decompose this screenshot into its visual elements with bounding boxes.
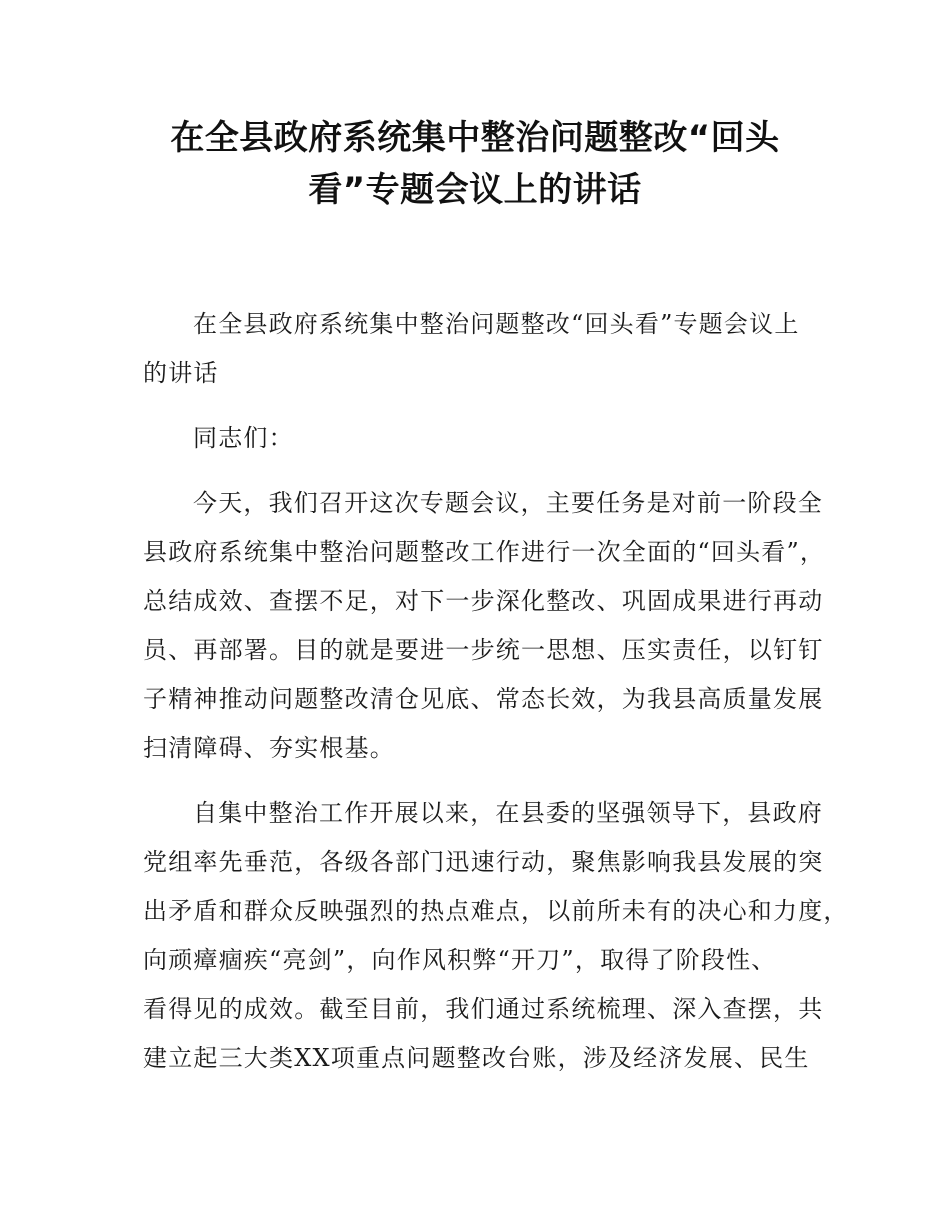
paragraph-line: 的讲话 xyxy=(143,359,219,387)
paragraph-line: 扫清障碍、夯实根基。 xyxy=(143,734,395,762)
paragraph-heading-repeat xyxy=(143,300,813,398)
paragraph-line: 出矛盾和群众反映强烈的热点难点，以前所未有的决心和力度， xyxy=(143,897,849,925)
paragraph-line: 看得见的成效。截至目前，我们通过系统梳理、深入查摆，共 xyxy=(143,995,824,1023)
paragraph-line: 自集中整治工作开展以来，在县委的坚强领导下，县政府 xyxy=(193,799,823,827)
paragraph-line: 向顽瘴痼疾“亮剑”，向作风积弊“开刀”，取得了阶段性、 xyxy=(143,946,777,974)
document-title xyxy=(0,112,950,216)
paragraph-salutation xyxy=(143,414,813,463)
document-body xyxy=(143,300,849,1099)
paragraph-line: 今天，我们召开这次专题会议，主要任务是对前一阶段全 xyxy=(193,489,823,517)
paragraph-progress xyxy=(143,789,849,1083)
paragraph-line: 县政府系统集中整治问题整改工作进行一次全面的“回头看”， xyxy=(143,538,826,566)
paragraph-line: 建立起三大类XX项重点问题整改台账，涉及经济发展、民生 xyxy=(143,1044,810,1072)
paragraph-line: 总结成效、查摆不足，对下一步深化整改、巩固成果进行再动 xyxy=(143,587,824,615)
paragraph-line: 党组率先垂范，各级各部门迅速行动，聚焦影响我县发展的突 xyxy=(143,848,824,876)
paragraph-line: 员、再部署。目的就是要进一步统一思想、压实责任，以钉钉 xyxy=(143,636,824,664)
paragraph-line: 子精神推动问题整改清仓见底、常态长效，为我县高质量发展 xyxy=(143,685,824,713)
paragraph-line: 同志们： xyxy=(193,424,294,452)
title-line-2: 看”专题会议上的讲话 xyxy=(308,170,642,210)
title-line-1: 在全县政府系统集中整治问题整改“回头 xyxy=(170,118,780,158)
paragraph-intro xyxy=(143,479,826,773)
paragraph-line: 在全县政府系统集中整治问题整改“回头看”专题会议上 xyxy=(193,310,800,338)
